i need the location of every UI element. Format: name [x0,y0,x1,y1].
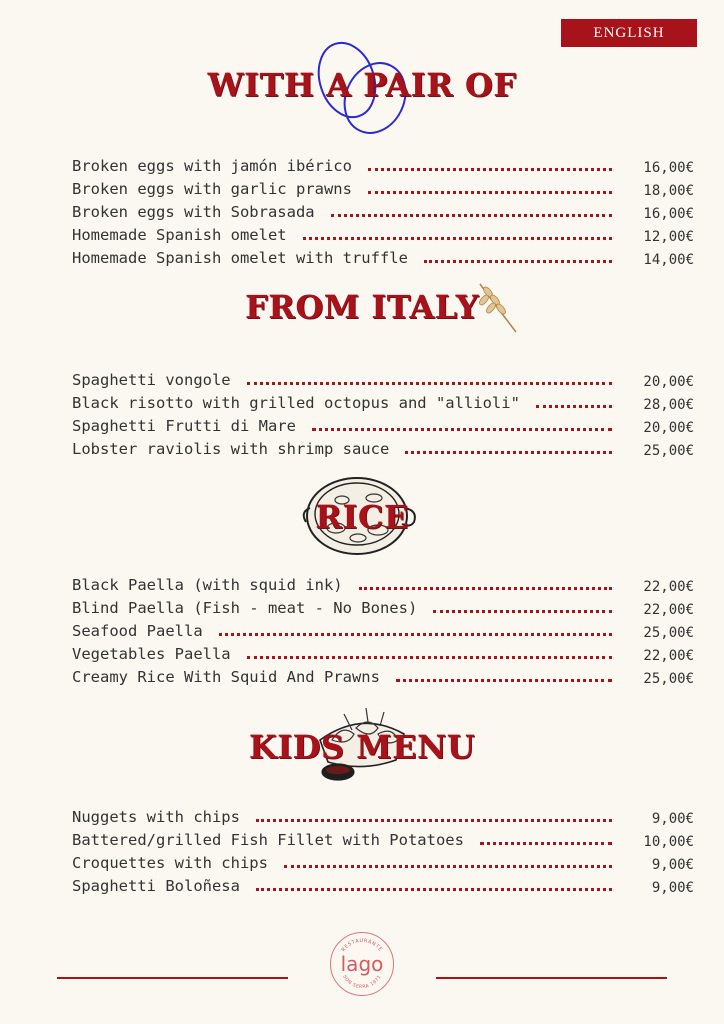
menu-item [72,597,694,619]
dot-leader [256,888,612,891]
dot-leader [536,405,612,408]
item-name: Blind Paella (Fish - meat - No Bones) [72,599,418,617]
dot-leader [405,451,612,454]
item-name: Spaghetti Frutti di Mare [72,417,296,435]
item-name: Croquettes with chips [72,854,268,872]
section-title-rice: RICE [315,498,409,536]
dot-leader [331,214,612,217]
item-name: Broken eggs with Sobrasada [72,203,315,221]
menu-item [72,247,694,269]
dot-leader [303,237,612,240]
footer-divider-left [57,977,288,979]
item-name: Homemade Spanish omelet [72,226,287,244]
section-title-kids-menu: KIDS MENU [248,728,476,766]
item-name: Spaghetti vongole [72,371,231,389]
dot-leader [312,428,612,431]
section-title-with-a-pair-of: WITH A PAIR OF [207,66,517,104]
item-price: 28,00€ [643,397,694,413]
item-name: Black Paella (with squid ink) [72,576,343,594]
dot-leader [219,633,612,636]
footer-divider-right [436,977,667,979]
item-price: 14,00€ [643,252,694,268]
dot-leader [359,587,612,590]
wheat-icon [476,280,520,336]
item-price: 25,00€ [643,671,694,687]
item-price: 10,00€ [643,834,694,850]
menu-item [72,829,694,851]
svg-text:SON SERRA 1971 [341,974,382,990]
restaurant-logo [330,932,394,996]
dot-leader [368,168,612,171]
item-name: Broken eggs with jamón ibérico [72,157,352,175]
item-price: 25,00€ [643,443,694,459]
menu-item [72,620,694,642]
logo-ring [331,933,393,995]
item-name: Nuggets with chips [72,808,240,826]
item-price: 22,00€ [643,579,694,595]
menu-item [72,574,694,596]
menu-item [72,224,694,246]
item-price: 20,00€ [643,420,694,436]
svg-text:RESTAURANTE [341,938,384,953]
item-price: 12,00€ [643,229,694,245]
dot-leader [247,656,612,659]
item-price: 18,00€ [643,183,694,199]
dot-leader [368,191,612,194]
dot-leader [424,260,612,263]
dot-leader [284,865,612,868]
item-price: 16,00€ [643,160,694,176]
logo-ring-bottom-text: SON SERRA 1971 [341,974,383,991]
menu-item [72,415,694,437]
dot-leader [396,679,612,682]
language-button[interactable]: ENGLISH [561,19,697,47]
item-name: Broken eggs with garlic prawns [72,180,352,198]
item-name: Spaghetti Boloñesa [72,877,240,895]
menu-item [72,875,694,897]
item-price: 22,00€ [643,602,694,618]
menu-item [72,438,694,460]
item-name: Homemade Spanish omelet with truffle [72,249,408,267]
dot-leader [256,819,612,822]
item-name: Lobster raviolis with shrimp sauce [72,440,390,458]
menu-item [72,369,694,391]
item-price: 16,00€ [643,206,694,222]
menu-item [72,852,694,874]
menu-item [72,806,694,828]
item-name: Black risotto with grilled octopus and "allioli" [72,394,520,412]
menu-item [72,201,694,223]
item-name: Seafood Paella [72,622,203,640]
item-price: 22,00€ [643,648,694,664]
logo-text: lago [340,952,384,976]
dot-leader [433,610,612,613]
logo-ring-top-text: RESTAURANTE [340,937,384,953]
menu-item [72,643,694,665]
item-price: 25,00€ [643,625,694,641]
section-title-from-italy: FROM ITALY [245,288,479,326]
menu-item [72,392,694,414]
item-name: Vegetables Paella [72,645,231,663]
item-price: 9,00€ [651,811,694,827]
item-price: 20,00€ [643,374,694,390]
menu-item [72,155,694,177]
item-name: Creamy Rice With Squid And Prawns [72,668,380,686]
dot-leader [480,842,612,845]
menu-item [72,178,694,200]
item-price: 9,00€ [651,857,694,873]
item-name: Battered/grilled Fish Fillet with Potatoes [72,831,464,849]
dot-leader [247,382,612,385]
menu-item [72,666,694,688]
item-price: 9,00€ [651,880,694,896]
